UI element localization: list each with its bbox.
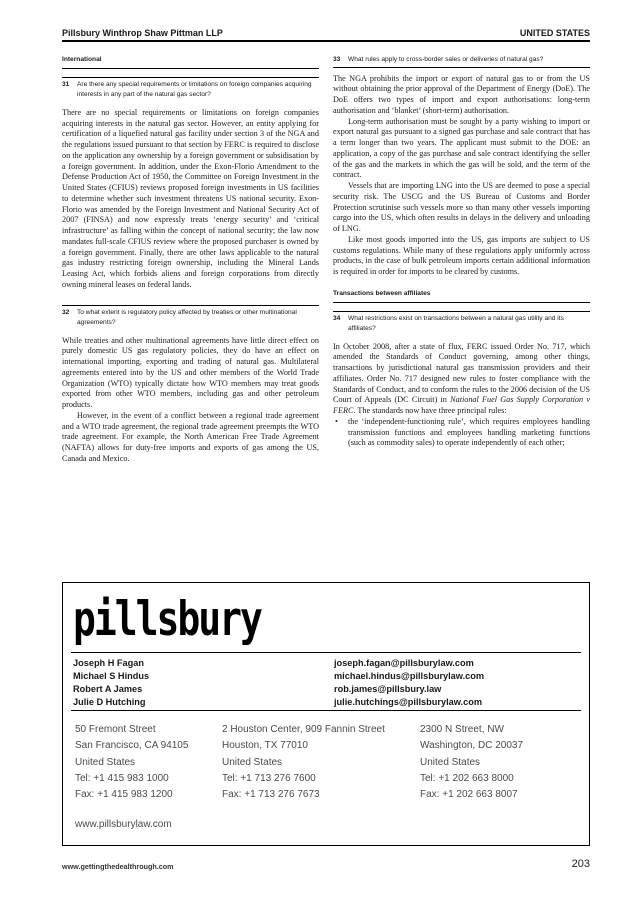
office-country: United States: [75, 756, 136, 768]
page-number: 203: [571, 858, 590, 870]
bullet-item: • the ‘independent-functioning rule’, which requires employees handling transmission functions and employees handling marketing functions (such as commodity sales) to operate independently of each other;: [333, 417, 590, 449]
office-country: United States: [222, 756, 283, 768]
question-number: 32: [62, 308, 70, 316]
office-fax: Fax: +1 713 276 7673: [222, 789, 320, 801]
answer-33-para-3: Vessels that are importing LNG into the US are deemed to pose a special security risk. The USCG and the US Bureau of Customs and Border Protection scrutinise such vessels more so than many other vessels importing cargo into the US, which often results in delays in the delivery and unloading of LNG.: [333, 181, 590, 233]
question-number: 34: [333, 314, 341, 322]
answer-32-para-1: While treaties and other multinational agreements have little direct effect on purely domestic US gas regulatory policies, they do have an effect on international importing, exporting and trading of natural gas. Multilateral agreements entered into by the US and other members of the World Trade Organization (WTO) typically dictate how WTO members may treat goods exported from other WTO members, including gas and other petroleum products.: [62, 335, 319, 409]
left-column: [62, 55, 319, 465]
website-link[interactable]: www.pillsburylaw.com: [75, 819, 172, 830]
question-number: 33: [333, 56, 341, 63]
contact-email[interactable]: rob.james@pillsbury.law: [334, 684, 442, 694]
question-text: What rules apply to cross-border sales or deliveries of natural gas?: [348, 56, 544, 63]
running-header: [62, 24, 590, 42]
divider: [71, 710, 581, 711]
contact-email[interactable]: joseph.fagan@pillsburylaw.com: [334, 658, 474, 668]
office-city: Washington, DC 20037: [420, 740, 524, 752]
question-text: Are there any special requirements or limitations on foreign companies acquiring interests in any part of the natural gas sector?: [77, 80, 312, 99]
answer-33-para-4: Like most goods imported into the US, gas imports are subject to US customs regulations. While many of these regulations apply uniformly across products, in the case of bulk petroleum imports certain additional information is required in order for imports to be cleared by customs.: [333, 234, 590, 276]
divider: [71, 652, 581, 653]
answer-34-text-b: . The standards now have three principal rules:: [353, 406, 507, 415]
answer-34-para-1: [333, 342, 590, 417]
office-country: United States: [420, 756, 481, 768]
contact-name: Michael S Hindus: [73, 671, 150, 681]
pillsbury-advertisement: [62, 582, 590, 846]
contact-emails: [334, 657, 484, 709]
office-tel: Tel: +1 713 276 7600: [222, 772, 316, 784]
section-heading-international: International: [62, 55, 319, 69]
office-fax: Fax: +1 202 663 8007: [420, 789, 518, 801]
office-houston: [222, 722, 385, 803]
contact-name: Julie D Hutching: [73, 697, 146, 707]
right-column: [333, 55, 590, 449]
footer-url[interactable]: www.gettingthedealthrough.com: [62, 862, 174, 871]
office-street: 2 Houston Center, 909 Fannin Street: [222, 724, 385, 735]
question-32: [62, 305, 319, 329]
office-street: 50 Fremont Street: [75, 724, 156, 735]
question-33: [333, 55, 590, 68]
answer-33-para-2: Long-term authorisation must be sought by a party wishing to import or export natural gas pursuant to a signed gas purchase and sale contract that has a term longer than two years. The applicant must submit to the DOE: an application, a copy of the gas purchase and sale contract identifying the seller of the gas and the markets in which the gas will be sold, and the term of the contract.: [333, 116, 590, 180]
office-street: 2300 N Street, NW: [420, 724, 504, 735]
contact-email[interactable]: michael.hindus@pillsburylaw.com: [334, 671, 485, 681]
question-text: To what extent is regulatory policy affected by treaties or other multinational agreements?: [77, 308, 297, 326]
office-san-francisco: [75, 722, 188, 803]
contact-names: [73, 657, 149, 709]
question-text: What restrictions exist on transactions between a natural gas utility and its affiliates?: [348, 314, 564, 332]
answer-34-text-a: In October 2008, after a state of flux, FERC issued Order No. 717, which amended the Standards of Conduct governing, among other things, transactions by jurisdictional natural gas transmission providers and their affiliates. Order No. 717 designed new rules to foster compliance with the Standards of Conduct, and to conform the rules to the 2006 decision of the US Court of Appeals (DC Circuit) in: [333, 341, 590, 405]
office-city: San Francisco, CA 94105: [75, 740, 189, 752]
office-city: Houston, TX 77010: [222, 740, 308, 752]
contact-name: Joseph H Fagan: [73, 658, 144, 668]
section-heading-affiliates: Transactions between affiliates: [333, 289, 590, 303]
office-tel: Tel: +1 415 983 1000: [75, 772, 169, 784]
office-tel: Tel: +1 202 663 8000: [420, 772, 514, 784]
answer-33-para-1: The NGA prohibits the import or export of natural gas to or from the US without obtaining the prior approval of the Department of Energy (DoE). The DoE offers two types of import and export authorisations: long-term authorisation and ‘blanket’ (short-term) authorisation.: [333, 73, 590, 115]
answer-32-para-2: However, in the event of a conflict between a regional trade agreement and a WTO trade agreement, the regional trade agreement preempts the WTO trade agreement. For example, the North American Free Trade Agreement (NAFTA) allows for duty-free imports and exports of gas among the US, Canada and Mexico.: [62, 410, 319, 463]
pillsbury-logo: pillsbury: [73, 591, 261, 646]
answer-31: There are no special requirements or limitations on foreign companies acquiring interests in the natural gas sector. However, an entity applying for certification of a liquefied natural gas facility under section 3 of the NGA and the regulations issued pursuant to that section by FERC is required to disclose on the application any ownership by a foreign government or subsidisation by a foreign government. In addition, under the Exon-Florio Amendment to the Defense Production Act of 1950, the Committee on Foreign Investment in the United States (CFIUS) reviews proposed foreign investments in US facilities to determine whether such investment threatens US national security. Exon-Florio was amended by the Foreign Investment and National Security Act of 2007 (FINSA) and now expressly treats ‘energy security’ and ‘critical infrastructure’ as falling within the concept of national security; the law now mandates full-scale CFIUS review where the proposed purchaser is owned by a foreign government. Finally, there are other laws applicable to the natural gas industry restricting foreign ownership, including the Mineral Lands Leasing Act, which forbids aliens and foreign corporations from directly owning mineral leases on federal lands.: [62, 107, 319, 289]
case-name: National Fuel Gas Supply Corporation v FERC: [333, 395, 590, 415]
country-label: UNITED STATES: [519, 28, 590, 38]
question-number: 31: [62, 80, 70, 88]
firm-name: Pillsbury Winthrop Shaw Pittman LLP: [62, 28, 223, 38]
question-31: [62, 77, 319, 101]
contact-email[interactable]: julie.hutchings@pillsburylaw.com: [334, 697, 482, 707]
contact-name: Robert A James: [73, 684, 143, 694]
office-washington: [420, 722, 523, 803]
question-34: [333, 311, 590, 335]
office-fax: Fax: +1 415 983 1200: [75, 789, 173, 801]
